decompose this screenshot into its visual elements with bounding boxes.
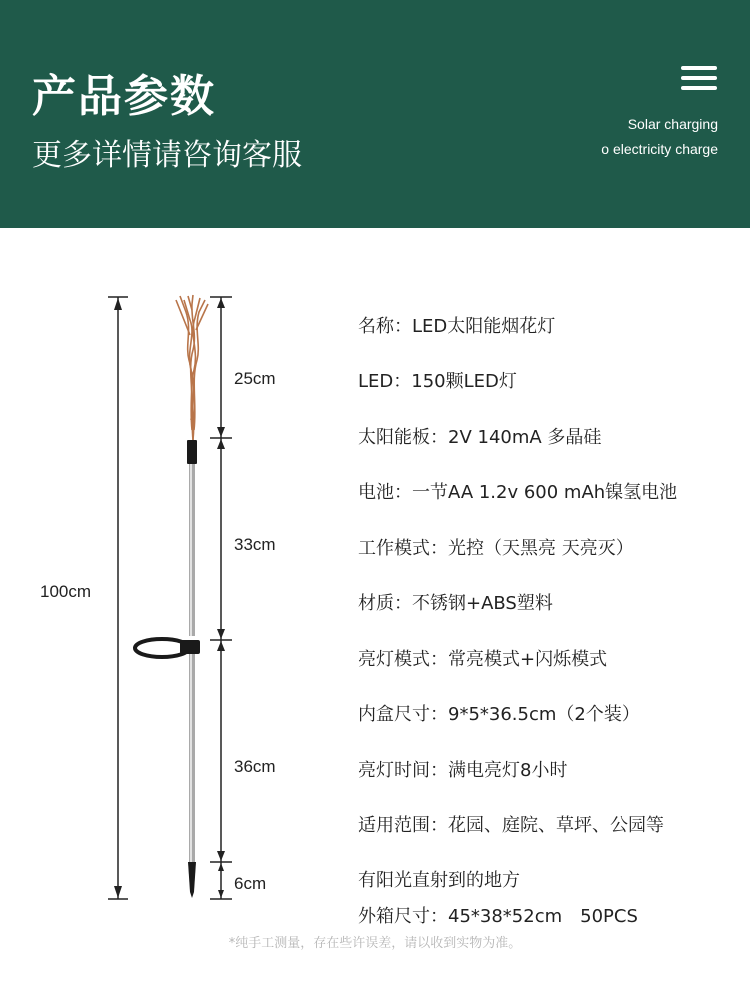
spec-light-time: 亮灯时间：满电亮灯8小时 (358, 760, 568, 781)
top-connector (187, 440, 197, 464)
segment-top-label: 25cm (234, 369, 276, 388)
spec-battery: 电池：一节AA 1.2v 600 mAh镍氢电池 (358, 482, 678, 503)
tagline-line-2: o electricity charge (601, 141, 718, 157)
spec-light-mode: 亮灯模式：常亮模式+闪烁模式 (358, 649, 608, 670)
segment-dimensions (210, 297, 232, 899)
segment-upper-label: 33cm (234, 535, 276, 554)
spec-outer-box: 外箱尺寸：45*38*52cm 50PCS (358, 906, 638, 927)
spec-material: 材质：不锈钢+ABS塑料 (358, 593, 553, 614)
segment-lower-label: 36cm (234, 757, 276, 776)
page-subtitle: 更多详情请咨询客服 (32, 138, 302, 173)
spec-name: 名称：LED太阳能烟花灯 (358, 316, 556, 337)
spec-inner-box: 内盒尺寸：9*5*36.5cm（2个装） (358, 704, 640, 725)
tagline-line-1: Solar charging (627, 116, 718, 132)
ground-spike (188, 862, 196, 898)
spec-usage-cont: 有阳光直射到的地方 (358, 870, 520, 891)
total-height-dimension (108, 297, 128, 899)
firework-wire-head (176, 295, 208, 440)
spec-work-mode: 工作模式：光控（天黑亮 天亮灭） (358, 538, 634, 559)
measurement-footnote: *纯手工测量，存在些许误差，请以收到实物为准。 (228, 936, 522, 951)
segment-spike-label: 6cm (234, 874, 267, 893)
spec-led: LED：150颗LED灯 (358, 371, 517, 392)
spec-solar-panel: 太阳能板：2V 140mA 多晶硅 (358, 427, 602, 448)
spec-usage: 适用范围：花园、庭院、草坪、公园等 (358, 815, 664, 836)
page-title: 产品参数 (32, 71, 216, 122)
total-height-label: 100cm (40, 582, 92, 601)
